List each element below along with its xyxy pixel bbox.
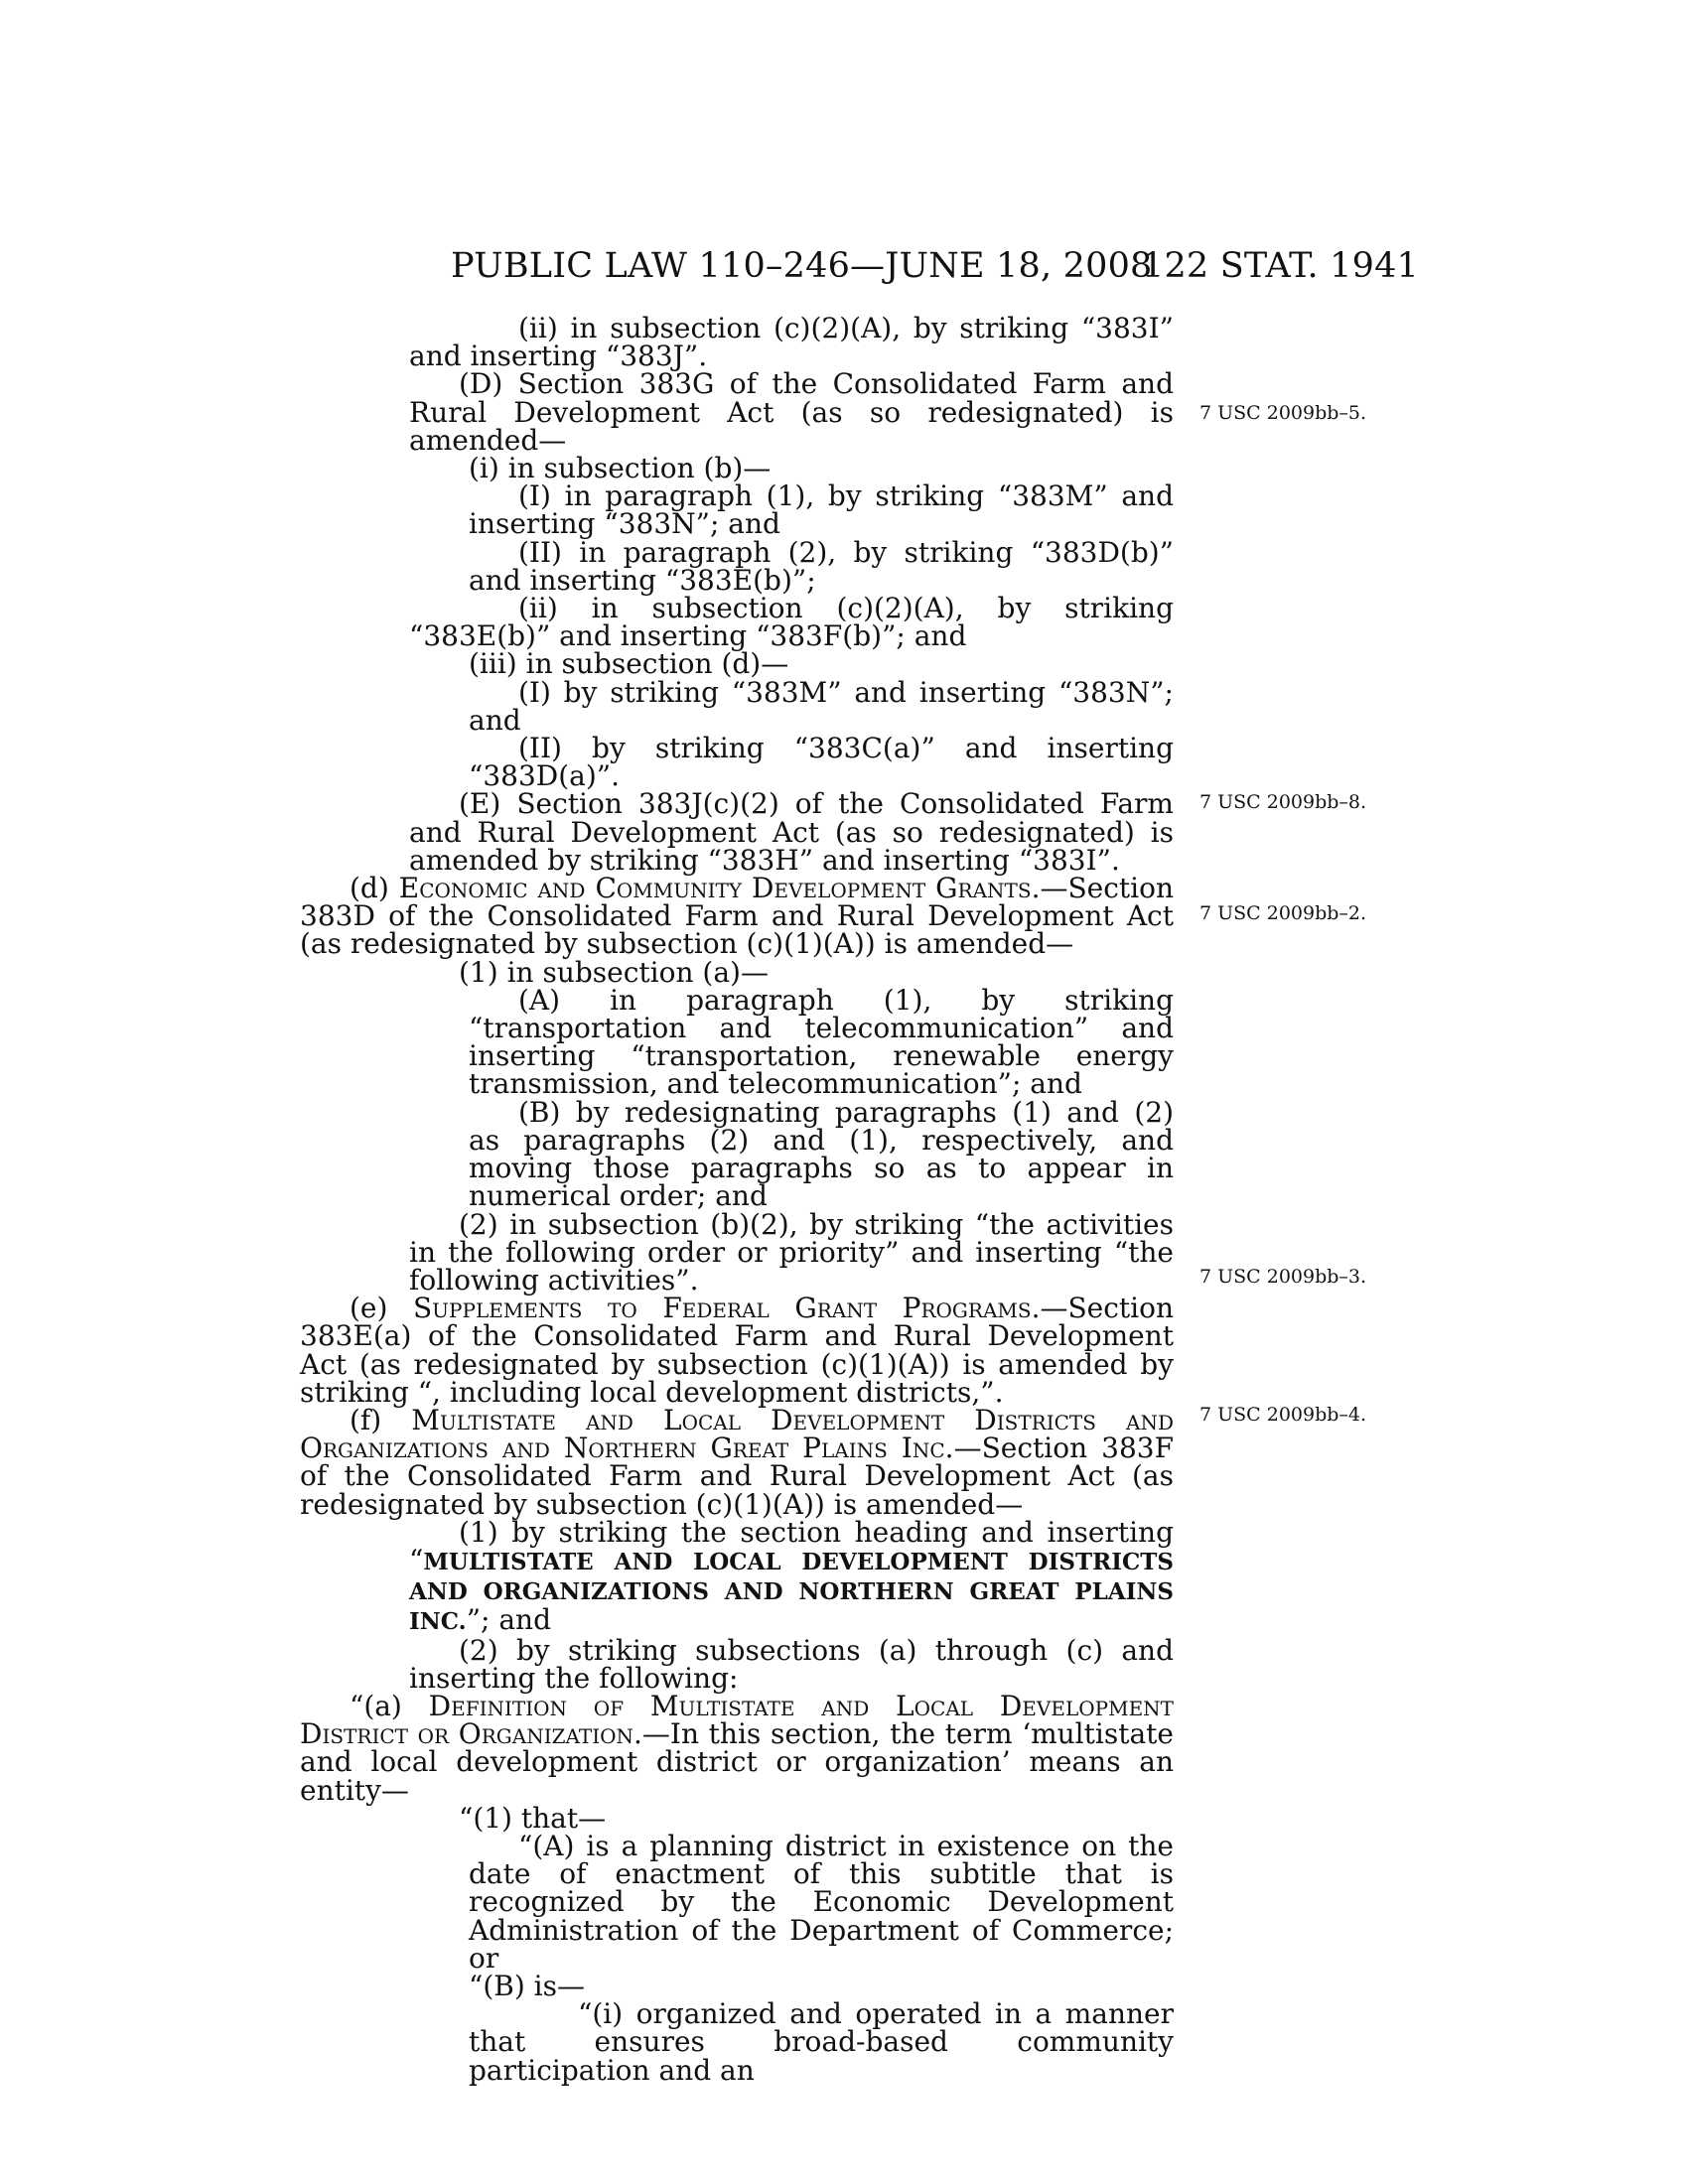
paragraph-1: “(1) that— — [459, 1801, 607, 1835]
subsection-label: (d) — [350, 872, 389, 905]
subparagraph-B: (B) by redesignating paragraphs (1) and (2) as paragraphs (2) and (1), respectively, and moving those paragraphs so as to appear in numerical order; and — [469, 1095, 1174, 1213]
clause-i: (i) in subsection (b)— — [469, 452, 772, 485]
subsection-heading: Supplements to Federal Grant Programs. — [413, 1292, 1041, 1325]
paragraph-1: (1) in subsection (a)— — [459, 955, 769, 989]
margin-note-usc: 7 USC 2009bb–2. — [1199, 902, 1367, 924]
subsection-heading: Multistate and Local Development Districts and Organizations and Northern Great Plains Inc. — [300, 1403, 1175, 1465]
subclause-II: (II) in paragraph (2), by striking “383D(b)” and inserting “383E(b)”; — [469, 535, 1174, 597]
subsection-label: (e) — [350, 1292, 388, 1325]
statute-body — [300, 312, 1175, 2087]
margin-note-usc: 7 USC 2009bb–8. — [1199, 791, 1367, 813]
paragraph-1 — [300, 1515, 1174, 1637]
subsection-a-definition — [300, 1689, 1175, 1807]
running-head-title: PUBLIC LAW 110–246—JUNE 18, 2008 — [451, 246, 1153, 286]
clause-i: “(i) organized and operated in a manner that ensures broad-based community participation and an — [469, 1997, 1174, 2087]
subclause-I: (I) in paragraph (1), by striking “383M” and inserting “383N”; and — [469, 479, 1174, 541]
subsection-heading: Definition of Multistate and Local Development District or Organization. — [300, 1689, 1175, 1751]
paragraph-text: ”; and — [466, 1603, 552, 1637]
clause-ii: (ii) in subsection (c)(2)(A), by striking “383I” and inserting “383J”. — [409, 312, 1174, 373]
paragraph-2: (2) by striking subsections (a) through (c) and inserting the following: — [409, 1633, 1174, 1695]
paragraph-text: (1) by striking the section heading and inserting “ — [409, 1515, 1174, 1576]
margin-note-usc: 7 USC 2009bb–5. — [1199, 402, 1367, 424]
clause-iii: (iii) in subsection (d)— — [469, 647, 789, 681]
subsection-text: —Section 383F of the Consolidated Farm and Rural Development Act (as redesignated by subsection (c)(1)(A)) is amended— — [300, 1432, 1174, 1521]
subparagraph-A: (A) in paragraph (1), by striking “transportation and telecommunication” and inserting “transportation, renewable energy transmission, and telecommunication”; and — [469, 983, 1174, 1101]
running-head-page-number: 122 STAT. 1941 — [1142, 246, 1420, 286]
margin-note-usc: 7 USC 2009bb–3. — [1199, 1266, 1367, 1288]
subparagraph-A: “(A) is a planning district in existence on the date of enactment of this subtitle that is recognized by the Economic Development Administration of the Department of Commerce; or — [469, 1829, 1174, 1975]
subsection-text: —In this section, the term ‘multistate and local development district or organization’ means an entity— — [300, 1717, 1174, 1807]
subparagraph-D: (D) Section 383G of the Consolidated Farm and Rural Development Act (as so redesignated) is amended— — [409, 367, 1174, 457]
subparagraph-E: (E) Section 383J(c)(2) of the Consolidated Farm and Rural Development Act (as so redesignated) is amended by striking “383H” and inserting “383I”. — [409, 787, 1174, 877]
subsection-text: —Section 383E(a) of the Consolidated Farm and Rural Development Act (as redesignated by subsection (c)(1)(A)) is amended by striking “, including local development districts,”. — [300, 1292, 1175, 1409]
inserted-heading: MULTISTATE AND LOCAL DEVELOPMENT DISTRICTS AND ORGANIZATIONS AND NORTHERN GREAT PLAINS INC. — [409, 1548, 1174, 1636]
clause-ii: (ii) in subsection (c)(2)(A), by striking “383E(b)” and inserting “383F(b)”; and — [409, 592, 1174, 653]
subsection-label: “(a) — [350, 1689, 402, 1722]
paragraph-2: (2) in subsection (b)(2), by striking “the activities in the following order or priority” and inserting “the following activities”. — [409, 1207, 1174, 1297]
subclause-I: (I) by striking “383M” and inserting “383N”; and — [469, 675, 1174, 737]
subclause-II: (II) by striking “383C(a)” and inserting “383D(a)”. — [469, 732, 1174, 793]
subsection-label: (f) — [350, 1403, 382, 1436]
subsection-f — [300, 1403, 1175, 1521]
subsection-heading: Economic and Community Development Grants. — [398, 872, 1041, 905]
subsection-d — [300, 872, 1175, 961]
subparagraph-B: “(B) is— — [469, 1969, 585, 2002]
subsection-text: —Section 383D of the Consolidated Farm and Rural Development Act (as redesignated by subsection (c)(1)(A)) is amended— — [300, 872, 1175, 961]
subsection-e — [300, 1292, 1175, 1409]
margin-note-usc: 7 USC 2009bb–4. — [1199, 1404, 1367, 1426]
